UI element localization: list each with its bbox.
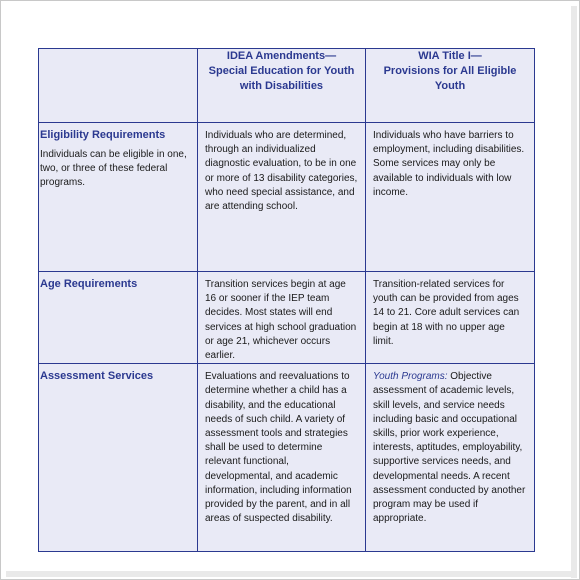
header-idea-line: Special Education for Youth — [208, 65, 355, 77]
idea-cell — [198, 364, 366, 552]
header-wia-line: Provisions for All Eligible — [383, 65, 517, 77]
wia-cell — [366, 123, 535, 272]
table-row — [39, 272, 535, 364]
row-label: Age Requirements — [40, 278, 138, 290]
wia-cell — [366, 364, 535, 552]
idea-cell — [198, 123, 366, 272]
row-label-cell — [39, 272, 198, 364]
page-shadow — [571, 6, 577, 578]
header-wia — [366, 49, 535, 123]
wia-text-body: Objective assessment of academic levels, skill levels, and service needs including basic and occupational skills, prior work experience, interests, aptitudes, employability, supportive services needs, and developmental needs. A recent assessment conducted by another program may be used if appropriate. — [373, 371, 526, 525]
header-empty-cell — [39, 49, 198, 123]
idea-text: Transition services begin at age 16 or sooner if the IEP team decides. Most states will end services at high school graduation or age 21, whichever occurs earlier. — [205, 279, 357, 362]
header-idea-line: IDEA Amendments— — [226, 50, 337, 62]
header-idea — [198, 49, 366, 123]
wia-text — [366, 364, 534, 526]
table-row — [39, 123, 535, 272]
youth-programs-label: Youth Programs: — [373, 371, 448, 383]
row-note: Individuals can be eligible in one, two, or three of these federal programs. — [40, 149, 187, 188]
header-wia-line: WIA Title I— — [418, 50, 482, 62]
table-row — [39, 364, 535, 552]
row-label: Eligibility Requirements — [40, 129, 166, 141]
wia-text: Individuals who have barriers to employment, including disabilities. Some services may only be available to individuals with low income. — [373, 130, 525, 198]
wia-cell — [366, 272, 535, 364]
table-header-row — [39, 49, 535, 123]
row-label-cell — [39, 364, 198, 552]
comparison-table — [38, 48, 535, 552]
header-wia-line: Youth — [434, 80, 466, 92]
idea-cell — [198, 272, 366, 364]
idea-text: Evaluations and reevaluations to determine whether a child has a disability, and the educational needs of such child. A variety of assessment tools and strategies shall be used to determine relevant functional, developmental, and academic information, including information provided by the parent, and in all areas of suspected disability. — [205, 371, 352, 525]
page-shadow — [6, 571, 577, 577]
wia-text: Transition-related services for youth can be provided from ages 14 to 21. Core adult services can begin at 18 with no upper age limit. — [373, 279, 520, 347]
row-label-cell — [39, 123, 198, 272]
idea-text: Individuals who are determined, through an individualized diagnostic evaluation, to be in one or more of 13 disability categories, who need special assistance, and are attending school. — [205, 130, 358, 213]
row-label: Assessment Services — [40, 370, 154, 383]
header-idea-line: with Disabilities — [239, 80, 324, 92]
